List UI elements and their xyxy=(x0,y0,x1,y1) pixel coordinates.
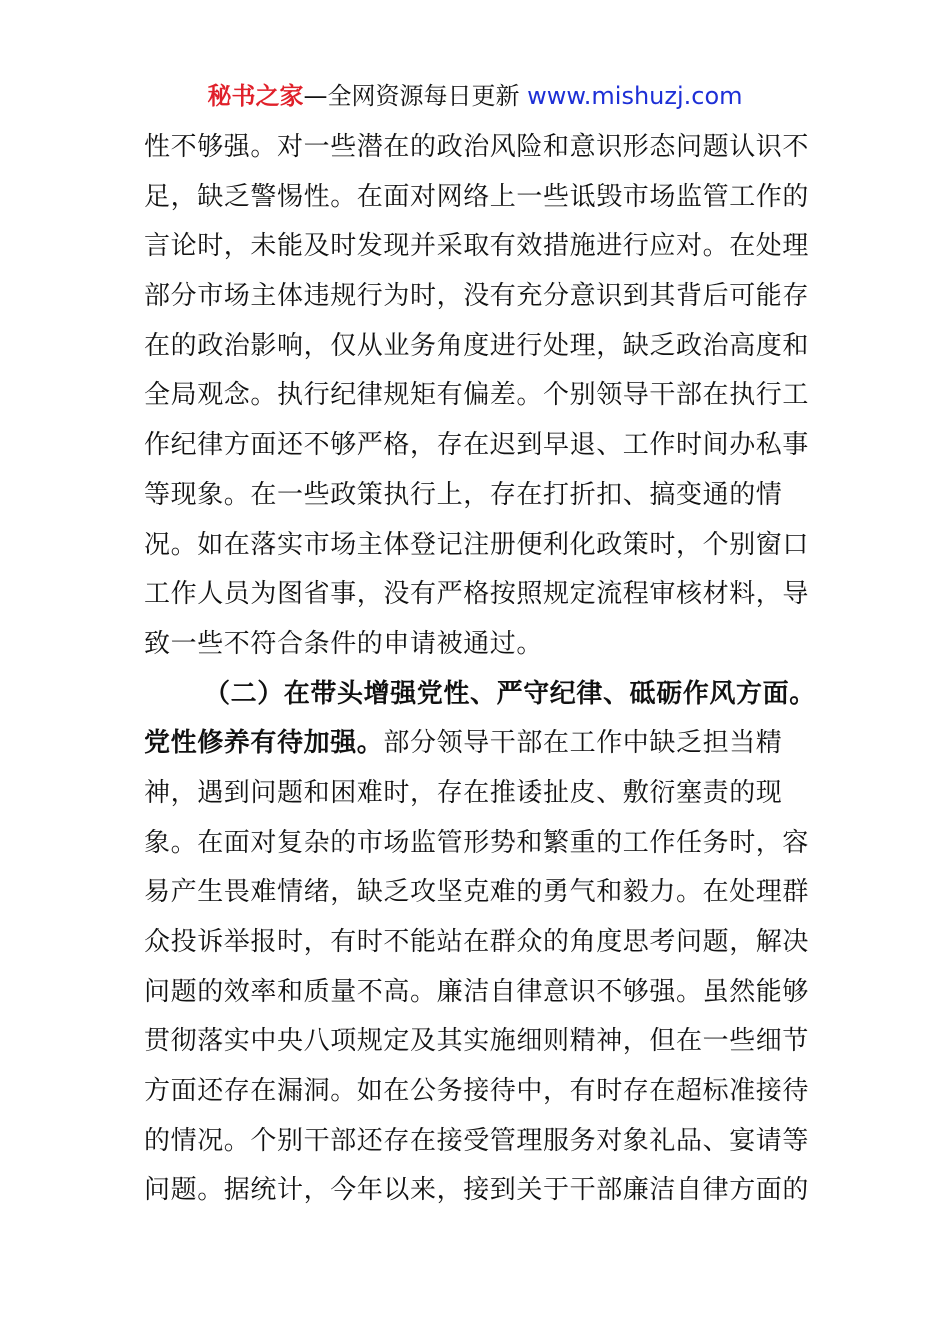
text-line: 作纪律方面还不够严格，存在迟到早退、工作时间办私事 xyxy=(144,430,810,461)
lead-line xyxy=(144,719,808,769)
lead-rest-text: 部分领导干部在工作中缺乏担当精 xyxy=(383,728,783,759)
site-url-link[interactable]: www.mishuzj.com xyxy=(527,82,743,110)
text-line: 象。在面对复杂的市场监管形势和繁重的工作任务时，容 xyxy=(144,827,810,858)
text-line: 问题的效率和质量不高。廉洁自律意识不够强。虽然能够 xyxy=(144,976,810,1007)
text-line: 贯彻落实中央八项规定及其实施细则精神，但在一些细节 xyxy=(144,1026,810,1057)
text-line: 全局观念。执行纪律规矩有偏差。个别领导干部在执行工 xyxy=(144,380,810,411)
text-line: 致一些不符合条件的申请被通过。 xyxy=(144,628,544,659)
document-body xyxy=(144,123,816,1216)
site-brand: 秘书之家 xyxy=(207,82,304,110)
text-line: 神，遇到问题和困难时，存在推诿扯皮、敷衍塞责的现 xyxy=(144,777,783,808)
text-line: 在的政治影响，仅从业务角度进行处理，缺乏政治高度和 xyxy=(144,330,810,361)
text-line: 问题。据统计，今年以来，接到关于干部廉洁自律方面的 xyxy=(144,1175,810,1206)
text-line: 足，缺乏警惕性。在面对网络上一些诋毁市场监管工作的 xyxy=(144,181,810,212)
page-header xyxy=(0,80,950,112)
section-heading: （二）在带头增强党性、严守纪律、砥砺作风方面。 xyxy=(204,678,816,709)
text-line: 的情况。个别干部还存在接受管理服务对象礼品、宴请等 xyxy=(144,1125,810,1156)
text-line: 部分市场主体违规行为时，没有充分意识到其背后可能存 xyxy=(144,281,810,312)
text-line: 众投诉举报时，有时不能站在群众的角度思考问题，解决 xyxy=(144,927,810,957)
text-line: 工作人员为图省事，没有严格按照规定流程审核材料，导 xyxy=(144,579,810,610)
text-line: 性不够强。对一些潜在的政治风险和意识形态问题认识不 xyxy=(144,132,810,162)
site-tagline: —全网资源每日更新 xyxy=(303,82,528,110)
text-line: 况。如在落实市场主体登记注册便利化政策时，个别窗口 xyxy=(144,529,810,560)
text-line: 等现象。在一些政策执行上，存在打折扣、搞变通的情 xyxy=(144,479,783,510)
text-line: 言论时，未能及时发现并采取有效措施进行应对。在处理 xyxy=(144,231,810,262)
text-line: 易产生畏难情绪，缺乏攻坚克难的勇气和毅力。在处理群 xyxy=(144,877,810,908)
text-line: 方面还存在漏洞。如在公务接待中，有时存在超标准接待 xyxy=(144,1076,810,1107)
bold-lead-text: 党性修养有待加强。 xyxy=(144,728,384,759)
